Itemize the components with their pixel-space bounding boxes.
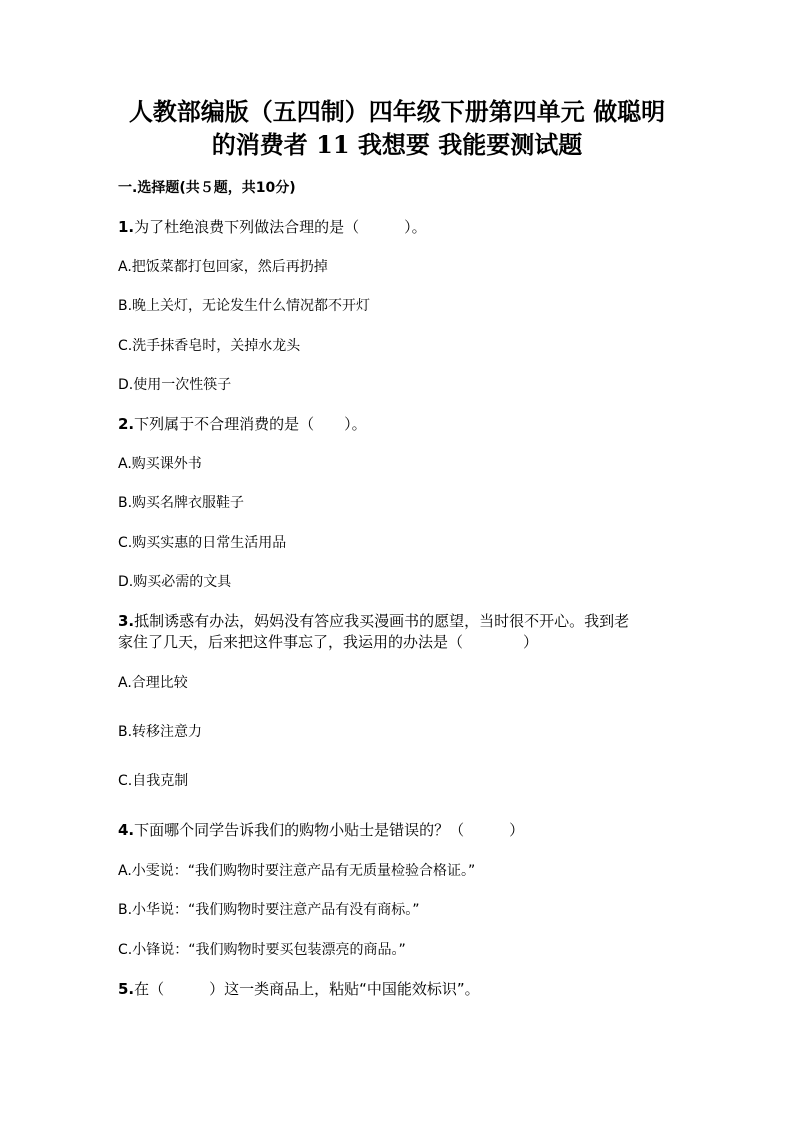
question-3: [118, 611, 678, 653]
q4-option-c: C.小锋说：“我们购物时要买包装漂亮的商品。”: [118, 942, 406, 958]
question-4: [118, 820, 524, 840]
question-3-line-2: 家住了几天，后来把这件事忘了，我运用的办法是（ ）: [118, 633, 539, 651]
q3-option-c: C.自我克制: [118, 773, 189, 789]
q4-option-a: A.小雯说：“我们购物时要注意产品有无质量检验合格证。”: [118, 863, 476, 879]
q2-option-a: A.购买课外书: [118, 456, 202, 472]
q1-option-b: B.晚上关灯，无论发生什么情况都不开灯: [118, 298, 371, 314]
question-text: 下列属于不合理消费的是（ ）。: [134, 415, 367, 433]
question-text: 在（ ）这一类商品上，粘贴“中国能效标识”。: [134, 980, 480, 998]
q1-option-d: D.使用一次性筷子: [118, 377, 232, 393]
page-title-line-1: 人教部编版（五四制）四年级下册第四单元 做聪明: [128, 97, 666, 126]
q3-option-b: B.转移注意力: [118, 724, 203, 740]
question-text: 下面哪个同学告诉我们的购物小贴士是错误的？（ ）: [134, 821, 525, 839]
question-number: 2.: [118, 415, 135, 433]
q2-option-c: C.购买实惠的日常生活用品: [118, 535, 287, 551]
question-number: 3.: [118, 612, 135, 630]
question-3-line-1: [118, 611, 678, 632]
page-title-line-2: 的消费者 11 我想要 我能要测试题: [211, 130, 583, 159]
question-5: [118, 979, 480, 999]
question-number: 1.: [118, 218, 135, 236]
q1-option-c: C.洗手抹香皂时，关掉水龙头: [118, 338, 301, 354]
section-heading: 一.选择题(共５题，共10分): [118, 180, 296, 196]
question-1: [118, 217, 427, 237]
q4-option-b: B.小华说：“我们购物时要注意产品有没有商标。”: [118, 902, 420, 918]
q2-option-b: B.购买名牌衣服鞋子: [118, 495, 245, 511]
q2-option-d: D.购买必需的文具: [118, 574, 232, 590]
question-2: [118, 414, 367, 434]
question-text: 为了杜绝浪费下列做法合理的是（ ）。: [134, 218, 427, 236]
question-number: 5.: [118, 980, 135, 998]
question-text: 抵制诱惑有办法，妈妈没有答应我买漫画书的愿望，当时很不开心。我到老: [134, 612, 630, 630]
q1-option-a: A.把饭菜都打包回家，然后再扔掉: [118, 259, 328, 275]
question-number: 4.: [118, 821, 135, 839]
q3-option-a: A.合理比较: [118, 675, 188, 691]
